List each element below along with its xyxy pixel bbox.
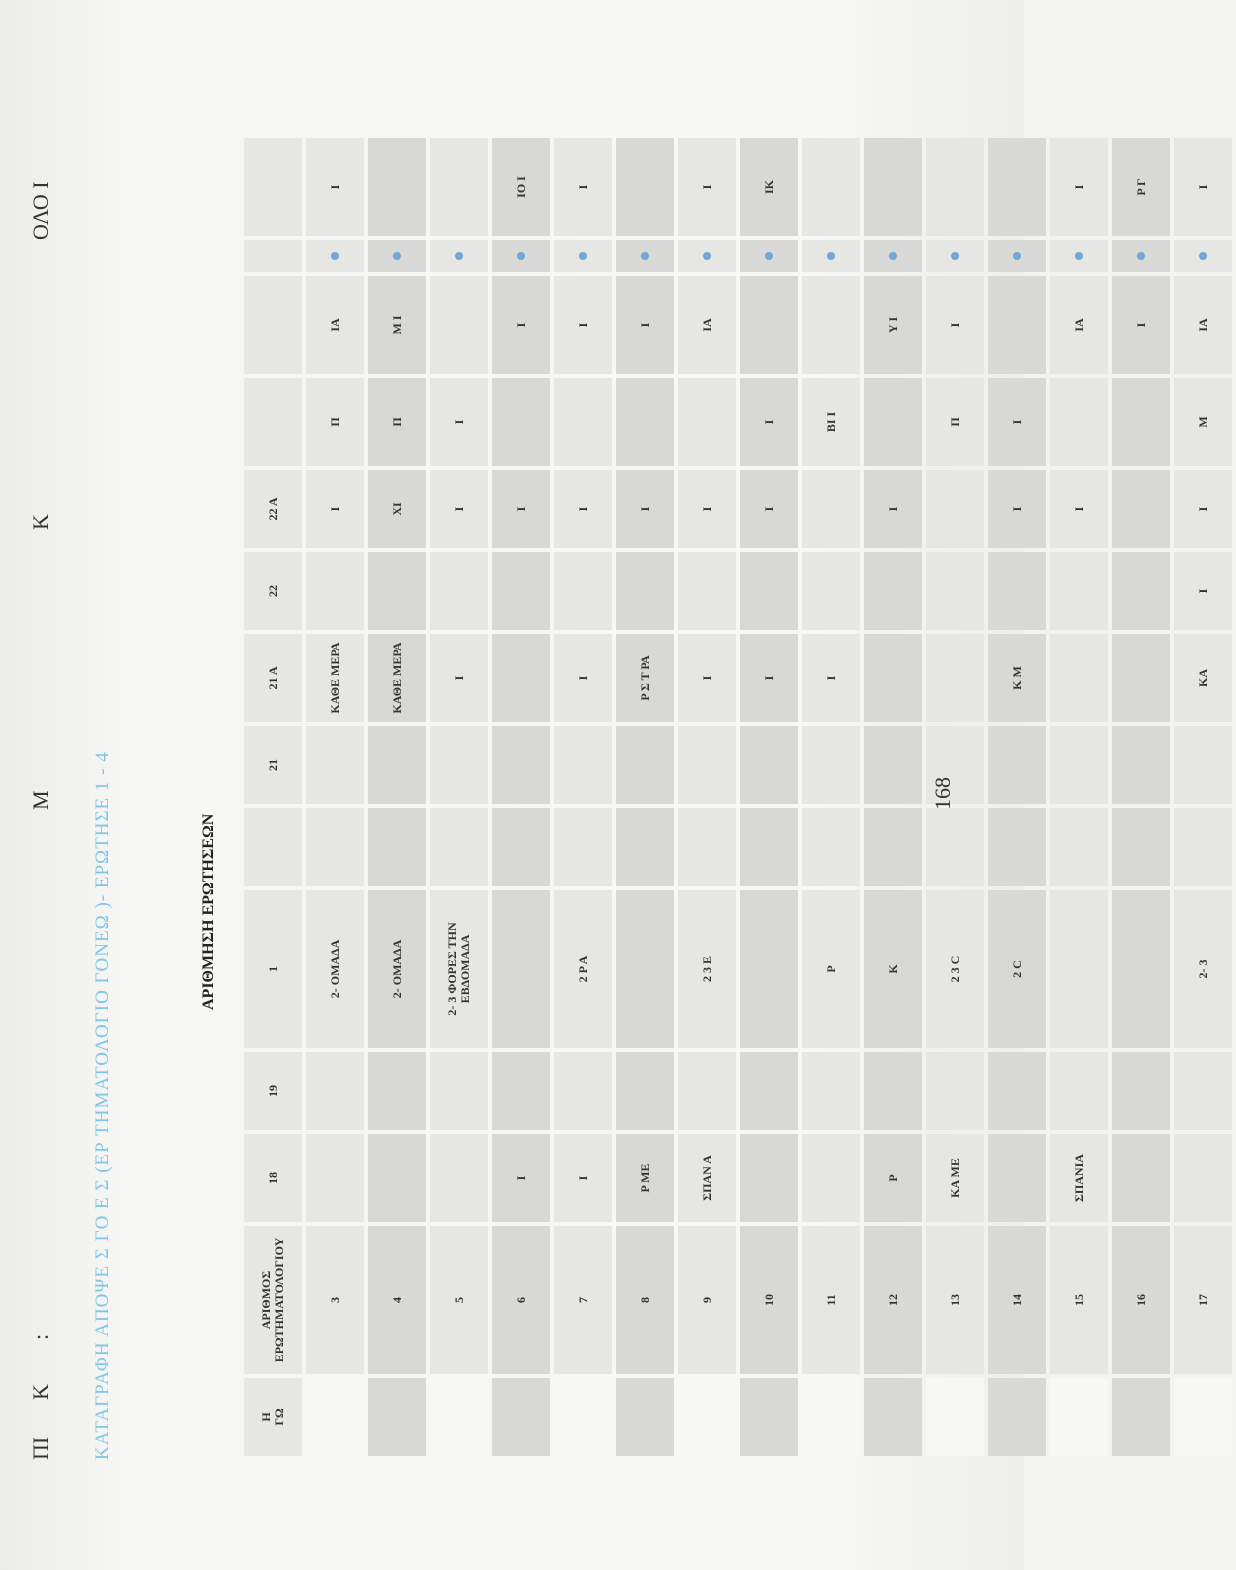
table-cell [1112,378,1170,466]
table-cell [554,808,612,886]
table-cell: Ι [864,470,922,548]
table-cell: Ι [740,470,798,548]
table-cell: Ρ [864,1134,922,1222]
table-cell: Ι [1174,470,1232,548]
table-row [678,138,736,1456]
table-cell: 2 3 Ε [678,890,736,1048]
table-cell [1050,552,1108,630]
table-cell [492,552,550,630]
marker-cell [430,240,488,272]
table-cell: ΚΑ ΜΕ [926,1134,984,1222]
table-cell [554,552,612,630]
col-header-dot [244,240,302,272]
table-cell [678,378,736,466]
table-cell [492,378,550,466]
table-cell [368,552,426,630]
table-cell [926,138,984,236]
table-row [368,138,426,1456]
table-cell [492,808,550,886]
table-cell: Ι [430,470,488,548]
table-cell [1112,470,1170,548]
table-cell: ΣΠΑΝ Α [678,1134,736,1222]
table-row [1112,138,1170,1456]
page-number: 168 [930,777,955,810]
table-cell [616,378,674,466]
col-header-21: 21 [244,726,302,804]
table-cell [368,726,426,804]
table-cell: ΙΑ [1174,276,1232,374]
row-blank-cell [926,1378,984,1456]
col-header-21a: 21 Α [244,634,302,722]
table-cell [430,1134,488,1222]
bullet-dot-icon [1013,252,1021,260]
table-cell [802,726,860,804]
row-number-cell: 9 [678,1226,736,1374]
table-cell [1174,1052,1232,1130]
table-cell [678,552,736,630]
table-cell: 2- ΟΜΑΔΑ [306,890,364,1048]
table-cell [988,1134,1046,1222]
table-cell [740,726,798,804]
table-cell: Ι [554,634,612,722]
table-cell [430,1052,488,1130]
table-cell: ΒΙ Ι [802,378,860,466]
row-blank-cell [368,1378,426,1456]
table-cell: Ι [616,470,674,548]
table-cell [554,378,612,466]
page-header [28,0,68,1570]
corner-label-2: ΓΩ [272,1408,286,1426]
table-cell [430,552,488,630]
row-number-cell: 10 [740,1226,798,1374]
row-blank-cell [1112,1378,1170,1456]
table-cell [802,1134,860,1222]
table-cell [1174,808,1232,886]
table-cell: Ι [492,276,550,374]
table-cell: Π [368,378,426,466]
table-cell [1050,890,1108,1048]
table-row [1050,138,1108,1456]
table-cell: Ι [306,138,364,236]
table-cell: ΙΚ [740,138,798,236]
table-cell [926,1052,984,1130]
row-number-cell: 5 [430,1226,488,1374]
header-mid-1: Μ [28,790,53,810]
table-cell: Ι [988,470,1046,548]
table-row [554,138,612,1456]
data-table [240,134,1236,1460]
table-cell [864,378,922,466]
bullet-dot-icon [951,252,959,260]
table-cell: ΣΠΑΝΙΑ [1050,1134,1108,1222]
marker-cell [864,240,922,272]
table-cell: Ι [430,378,488,466]
table-body [306,138,1232,1456]
bullet-dot-icon [393,252,401,260]
table-cell [740,1052,798,1130]
row-blank-cell [864,1378,922,1456]
header-right: ΟΛΟ Ι [28,181,53,240]
marker-cell [1174,240,1232,272]
table-cell [1050,808,1108,886]
header-left-2: Κ [28,1384,53,1400]
table-row [1174,138,1232,1456]
table-cell [988,138,1046,236]
table-cell [864,634,922,722]
marker-cell [802,240,860,272]
table-row [492,138,550,1456]
table-cell: Ι [802,634,860,722]
row-number-cell: 15 [1050,1226,1108,1374]
table-cell [368,808,426,886]
table-cell: ΙΑ [678,276,736,374]
row-number-cell: 17 [1174,1226,1232,1374]
row-number-cell: 12 [864,1226,922,1374]
corner-header [244,1378,302,1456]
row-number-cell: 13 [926,1226,984,1374]
col-header-1: 1 [244,890,302,1048]
table-cell: Ι [492,1134,550,1222]
col-header-18: 18 [244,1134,302,1222]
bullet-dot-icon [517,252,525,260]
table-cell: 2 Ρ Α [554,890,612,1048]
table-cell [802,138,860,236]
table-cell: Ι [678,470,736,548]
row-blank-cell [678,1378,736,1456]
table-cell [1050,378,1108,466]
row-number-cell: 8 [616,1226,674,1374]
table-cell [802,470,860,548]
table-cell [864,138,922,236]
table-cell: Ρ [802,890,860,1048]
marker-cell [740,240,798,272]
table-cell: Κ Μ [988,634,1046,722]
row-number-cell: 3 [306,1226,364,1374]
table-cell: ΚΑΘΕ ΜΕΡΑ [368,634,426,722]
col-header-blank [244,808,302,886]
table-row [988,138,1046,1456]
bullet-dot-icon [455,252,463,260]
table-cell [926,552,984,630]
marker-cell [368,240,426,272]
bullet-dot-icon [765,252,773,260]
table-cell: Ρ Σ Τ ΡΑ [616,634,674,722]
table-cell [306,552,364,630]
table-subtitle: ΚΑΤΑΓΡΑΦΗ ΑΠΟΨΕ Σ ΓΟ Ε Σ (ΕΡ ΤΗΜΑΤΟΛΟΓΙΟ ΓΟΝΕΩ )- ΕΡΩΤΗΣΕ 1 - 4 [92,751,113,1460]
table-row [740,138,798,1456]
table-row [306,138,364,1456]
bullet-dot-icon [1199,252,1207,260]
row-number-cell: 7 [554,1226,612,1374]
table-cell [1174,1134,1232,1222]
table-cell: Ι [1050,470,1108,548]
table-cell: Ρ Γ [1112,138,1170,236]
table-cell: Κ [864,890,922,1048]
row-blank-cell [1174,1378,1232,1456]
group-header: ΑΡΙΘΜΗΣΗ ΕΡΩΤΗΣΕΩΝ [200,813,217,1010]
marker-cell [616,240,674,272]
header-left-3: : [28,1333,53,1340]
table-cell [306,1134,364,1222]
table-cell [802,552,860,630]
table-cell [678,726,736,804]
table-cell [306,726,364,804]
table-cell: Ι [678,138,736,236]
table-cell [616,138,674,236]
table-cell: Ι [554,276,612,374]
bullet-dot-icon [579,252,587,260]
marker-cell [678,240,736,272]
row-blank-cell [740,1378,798,1456]
table-cell: 2 C [988,890,1046,1048]
table-cell [430,138,488,236]
table-cell [864,1052,922,1130]
table-cell [740,890,798,1048]
table-row [430,138,488,1456]
table-row [802,138,860,1456]
table-cell [988,552,1046,630]
table-cell [616,890,674,1048]
table-cell: Ι [616,276,674,374]
header-left-1: ΠΙ [28,1436,53,1460]
table-row [616,138,674,1456]
table-cell [616,1052,674,1130]
table-cell: ΚΑ [1174,634,1232,722]
table-cell [430,808,488,886]
table-cell [368,1134,426,1222]
row-blank-cell [430,1378,488,1456]
number-header-1: ΑΡΙΘΜΟΣ [259,1270,273,1330]
table-cell [368,138,426,236]
table-cell: Ι [306,470,364,548]
table-cell: Ι [554,138,612,236]
table-cell: Υ Ι [864,276,922,374]
table-cell [1112,1052,1170,1130]
table-cell [988,808,1046,886]
table-cell [802,808,860,886]
col-header-22: 22 [244,552,302,630]
table-cell [368,1052,426,1130]
table-cell: Ι [926,276,984,374]
table-cell: 2- 3 [1174,890,1232,1048]
marker-cell [1112,240,1170,272]
table-cell [678,1052,736,1130]
table-cell [1112,808,1170,886]
table-cell: 2 3 C [926,890,984,1048]
table-cell: ΙΑ [306,276,364,374]
table-cell [864,726,922,804]
marker-cell [988,240,1046,272]
table-cell [678,808,736,886]
table-cell [306,808,364,886]
table-cell [306,1052,364,1130]
table-cell [430,726,488,804]
col-header-extra-2 [244,276,302,374]
table-cell [1174,726,1232,804]
table-cell [616,808,674,886]
table-cell [1112,726,1170,804]
marker-cell [926,240,984,272]
table-cell [1112,552,1170,630]
table-cell [492,890,550,1048]
table-cell [864,808,922,886]
table-cell [988,726,1046,804]
number-header-2: ΕΡΩΤΗΜΑΤΟΛΟΓΙΟΥ [272,1237,286,1363]
table-cell [988,276,1046,374]
row-number-cell: 14 [988,1226,1046,1374]
table-cell: Ι [1112,276,1170,374]
marker-cell [306,240,364,272]
table-cell [988,1052,1046,1130]
table-cell [864,552,922,630]
table-cell: ΙΑ [1050,276,1108,374]
table-cell: 2- 3 ΦΟΡΕΣ ΤΗΝ ΕΒΔΟΜΑΔΑ [430,890,488,1048]
col-header-extra-3 [244,138,302,236]
table-cell [492,1052,550,1130]
marker-cell [492,240,550,272]
table-cell [554,1052,612,1130]
row-blank-cell [1050,1378,1108,1456]
table-cell: Ι [1174,552,1232,630]
row-number-cell: 11 [802,1226,860,1374]
table-cell [802,276,860,374]
row-blank-cell [802,1378,860,1456]
column-header-row [244,138,302,1456]
row-number-cell: 6 [492,1226,550,1374]
table-cell: Ι [492,470,550,548]
table-cell [740,552,798,630]
table-cell: Ι [430,634,488,722]
table-cell: 2- ΟΜΑΔΑ [368,890,426,1048]
table-cell: ΧΙ [368,470,426,548]
table-cell [492,634,550,722]
table-cell [1112,634,1170,722]
number-header [244,1226,302,1374]
bullet-dot-icon [827,252,835,260]
col-header-19: 19 [244,1052,302,1130]
table-cell [926,808,984,886]
table-cell: Π [926,378,984,466]
table-cell [1112,890,1170,1048]
table-cell [740,1134,798,1222]
table-cell: ΚΑΘΕ ΜΕΡΑ [306,634,364,722]
bullet-dot-icon [889,252,897,260]
row-blank-cell [554,1378,612,1456]
table-cell: Ι [740,378,798,466]
table-cell: Ρ ΜΕ [616,1134,674,1222]
table-cell [1050,726,1108,804]
header-mid-2: Κ [28,514,53,530]
table-cell [1050,1052,1108,1130]
corner-label-1: Η [259,1412,273,1422]
table-cell [616,552,674,630]
table-cell [1112,1134,1170,1222]
table-cell: Μ [1174,378,1232,466]
table-cell: Ι [988,378,1046,466]
table-cell [926,470,984,548]
table-cell [430,276,488,374]
table-cell: Π [306,378,364,466]
table-cell: Ι [1050,138,1108,236]
bullet-dot-icon [1075,252,1083,260]
marker-cell [554,240,612,272]
bullet-dot-icon [641,252,649,260]
table-cell: Ι [678,634,736,722]
row-number-cell: 4 [368,1226,426,1374]
table-cell [1050,634,1108,722]
table-cell [740,808,798,886]
marker-cell [1050,240,1108,272]
row-blank-cell [616,1378,674,1456]
table-row [864,138,922,1456]
table-cell: Μ Ι [368,276,426,374]
row-blank-cell [306,1378,364,1456]
col-header-22a: 22 Α [244,470,302,548]
table-cell [740,276,798,374]
table-cell: Ι [740,634,798,722]
row-blank-cell [988,1378,1046,1456]
bullet-dot-icon [703,252,711,260]
table-cell [802,1052,860,1130]
table-cell: ΙΟ Ι [492,138,550,236]
table-cell: Ι [554,1134,612,1222]
table-cell [554,726,612,804]
col-header-extra-1 [244,378,302,466]
table-cell [492,726,550,804]
bullet-dot-icon [1137,252,1145,260]
table-cell [926,634,984,722]
row-number-cell: 16 [1112,1226,1170,1374]
row-blank-cell [492,1378,550,1456]
table-cell: Ι [1174,138,1232,236]
table-cell [616,726,674,804]
bullet-dot-icon [331,252,339,260]
table-cell: Ι [554,470,612,548]
